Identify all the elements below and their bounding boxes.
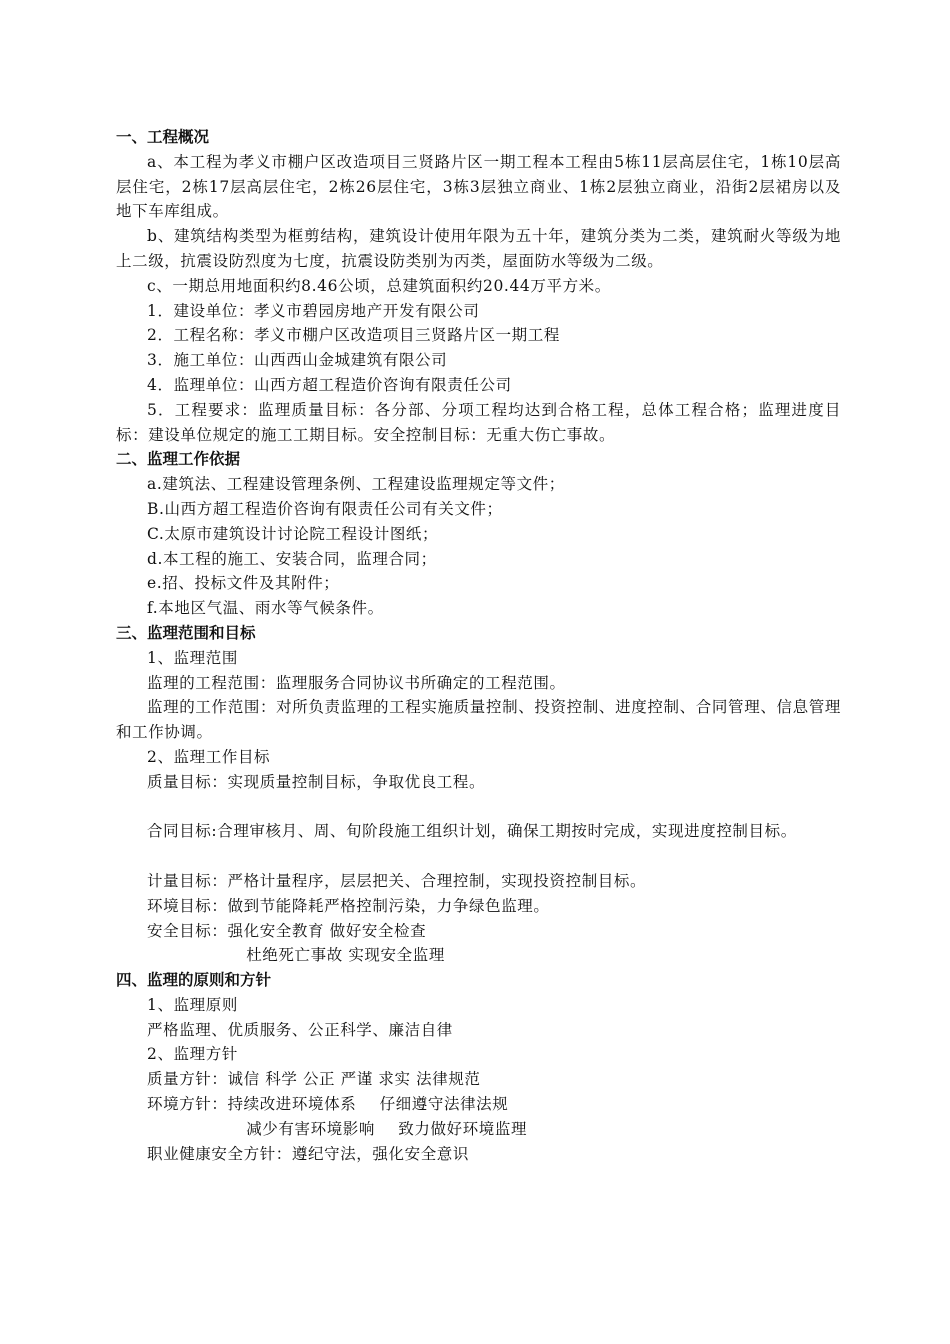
- scope-engineering: 监理的工程范围：监理服务合同协议书所确定的工程范围。: [147, 673, 566, 692]
- policy-environment-continued: [116, 1117, 841, 1142]
- scope-work: 监理的工作范围：对所负责监理的工程实施质量控制、投资控制、进度控制、合同管理、信息管理和工作协调。: [116, 698, 841, 742]
- policy-environment-part-2: 仔细遵守法律法规: [379, 1095, 509, 1114]
- item-3: 3．施工单位：山西西山金城建筑有限公司: [147, 351, 448, 370]
- basis-item: a.建筑法、工程建设管理条例、工程建设监理规定等文件；: [147, 475, 565, 494]
- item-1: 1．建设单位：孝义市碧园房地产开发有限公司: [147, 301, 480, 320]
- policy-health-safety: 职业健康安全方针：遵纪守法，强化安全意识: [147, 1144, 470, 1163]
- policy-environment-part-3: 减少有害环境影响: [246, 1119, 375, 1138]
- section-2-heading: 二、监理工作依据: [116, 450, 241, 469]
- paragraph-c: c、一期总用地面积约8.46公顷，总建筑面积约20.44万平方米。: [147, 276, 611, 295]
- goal-safety-continued: 杜绝死亡事故 实现安全监理: [246, 946, 445, 965]
- principles-text: 严格监理、优质服务、公正科学、廉洁自律: [147, 1020, 453, 1039]
- paragraph-a: a、本工程为孝义市棚户区改造项目三贤路片区一期工程本工程由5栋11层高层住宅，1栋10层高层住宅，2栋17层高层住宅，2栋26层住宅，3栋3层独立商业、1栋2层独立商业，沿街2层裙房以及地下车库组成。: [116, 152, 841, 221]
- document-page: [116, 125, 841, 1166]
- subheading-goals: 2、监理工作目标: [147, 747, 271, 766]
- section-3-heading: 三、监理范围和目标: [116, 623, 256, 642]
- item-4: 4．监理单位：山西方超工程造价咨询有限责任公司: [147, 375, 512, 394]
- goal-measurement: 计量目标：严格计量程序，层层把关、合理控制，实现投资控制目标。: [147, 871, 647, 890]
- policy-environment-part-4: 致力做好环境监理: [398, 1119, 528, 1138]
- item-5: 5．工程要求：监理质量目标：各分部、分项工程均达到合格工程，总体工程合格；监理进度目标：建设单位规定的施工工期目标。安全控制目标：无重大伤亡事故。: [116, 400, 841, 444]
- item-2: 2．工程名称：孝义市棚户区改造项目三贤路片区一期工程: [147, 326, 560, 345]
- paragraph-b: b、建筑结构类型为框剪结构，建筑设计使用年限为五十年，建筑分类为二类，建筑耐火等级为地上二级，抗震设防烈度为七度，抗震设防类别为丙类，屋面防水等级为二级。: [116, 227, 841, 270]
- policy-environment-part-1: 环境方针：持续改进环境体系: [147, 1095, 357, 1114]
- blank-line: [116, 795, 841, 820]
- goal-environment: 环境目标：做到节能降耗严格控制污染，力争绿色监理。: [147, 896, 550, 915]
- goal-quality: 质量目标：实现质量控制目标，争取优良工程。: [147, 772, 486, 791]
- basis-item: d.本工程的施工、安装合同，监理合同；: [147, 549, 437, 568]
- policy-environment: [116, 1092, 841, 1117]
- subheading-principles: 1、监理原则: [147, 995, 238, 1014]
- policy-quality: 质量方针：诚信 科学 公正 严谨 求实 法律规范: [147, 1070, 481, 1089]
- blank-line: [116, 844, 841, 869]
- subheading-scope: 1、监理范围: [147, 648, 238, 667]
- section-1-heading: 一、工程概况: [116, 128, 210, 146]
- goal-safety: 安全目标：强化安全教育 做好安全检查: [147, 921, 427, 940]
- subheading-policy: 2、监理方针: [147, 1045, 238, 1064]
- basis-item: f.本地区气温、雨水等气候条件。: [147, 599, 384, 618]
- basis-item: B.山西方超工程造价咨询有限责任公司有关文件；: [147, 499, 503, 518]
- basis-item: e.招、投标文件及其附件；: [147, 574, 340, 593]
- section-4-heading: 四、监理的原则和方针: [116, 971, 272, 990]
- goal-contract: 合同目标:合理审核月、周、旬阶段施工组织计划，确保工期按时完成，实现进度控制目标。: [147, 822, 797, 841]
- basis-item: C.太原市建筑设计讨论院工程设计图纸；: [147, 524, 439, 543]
